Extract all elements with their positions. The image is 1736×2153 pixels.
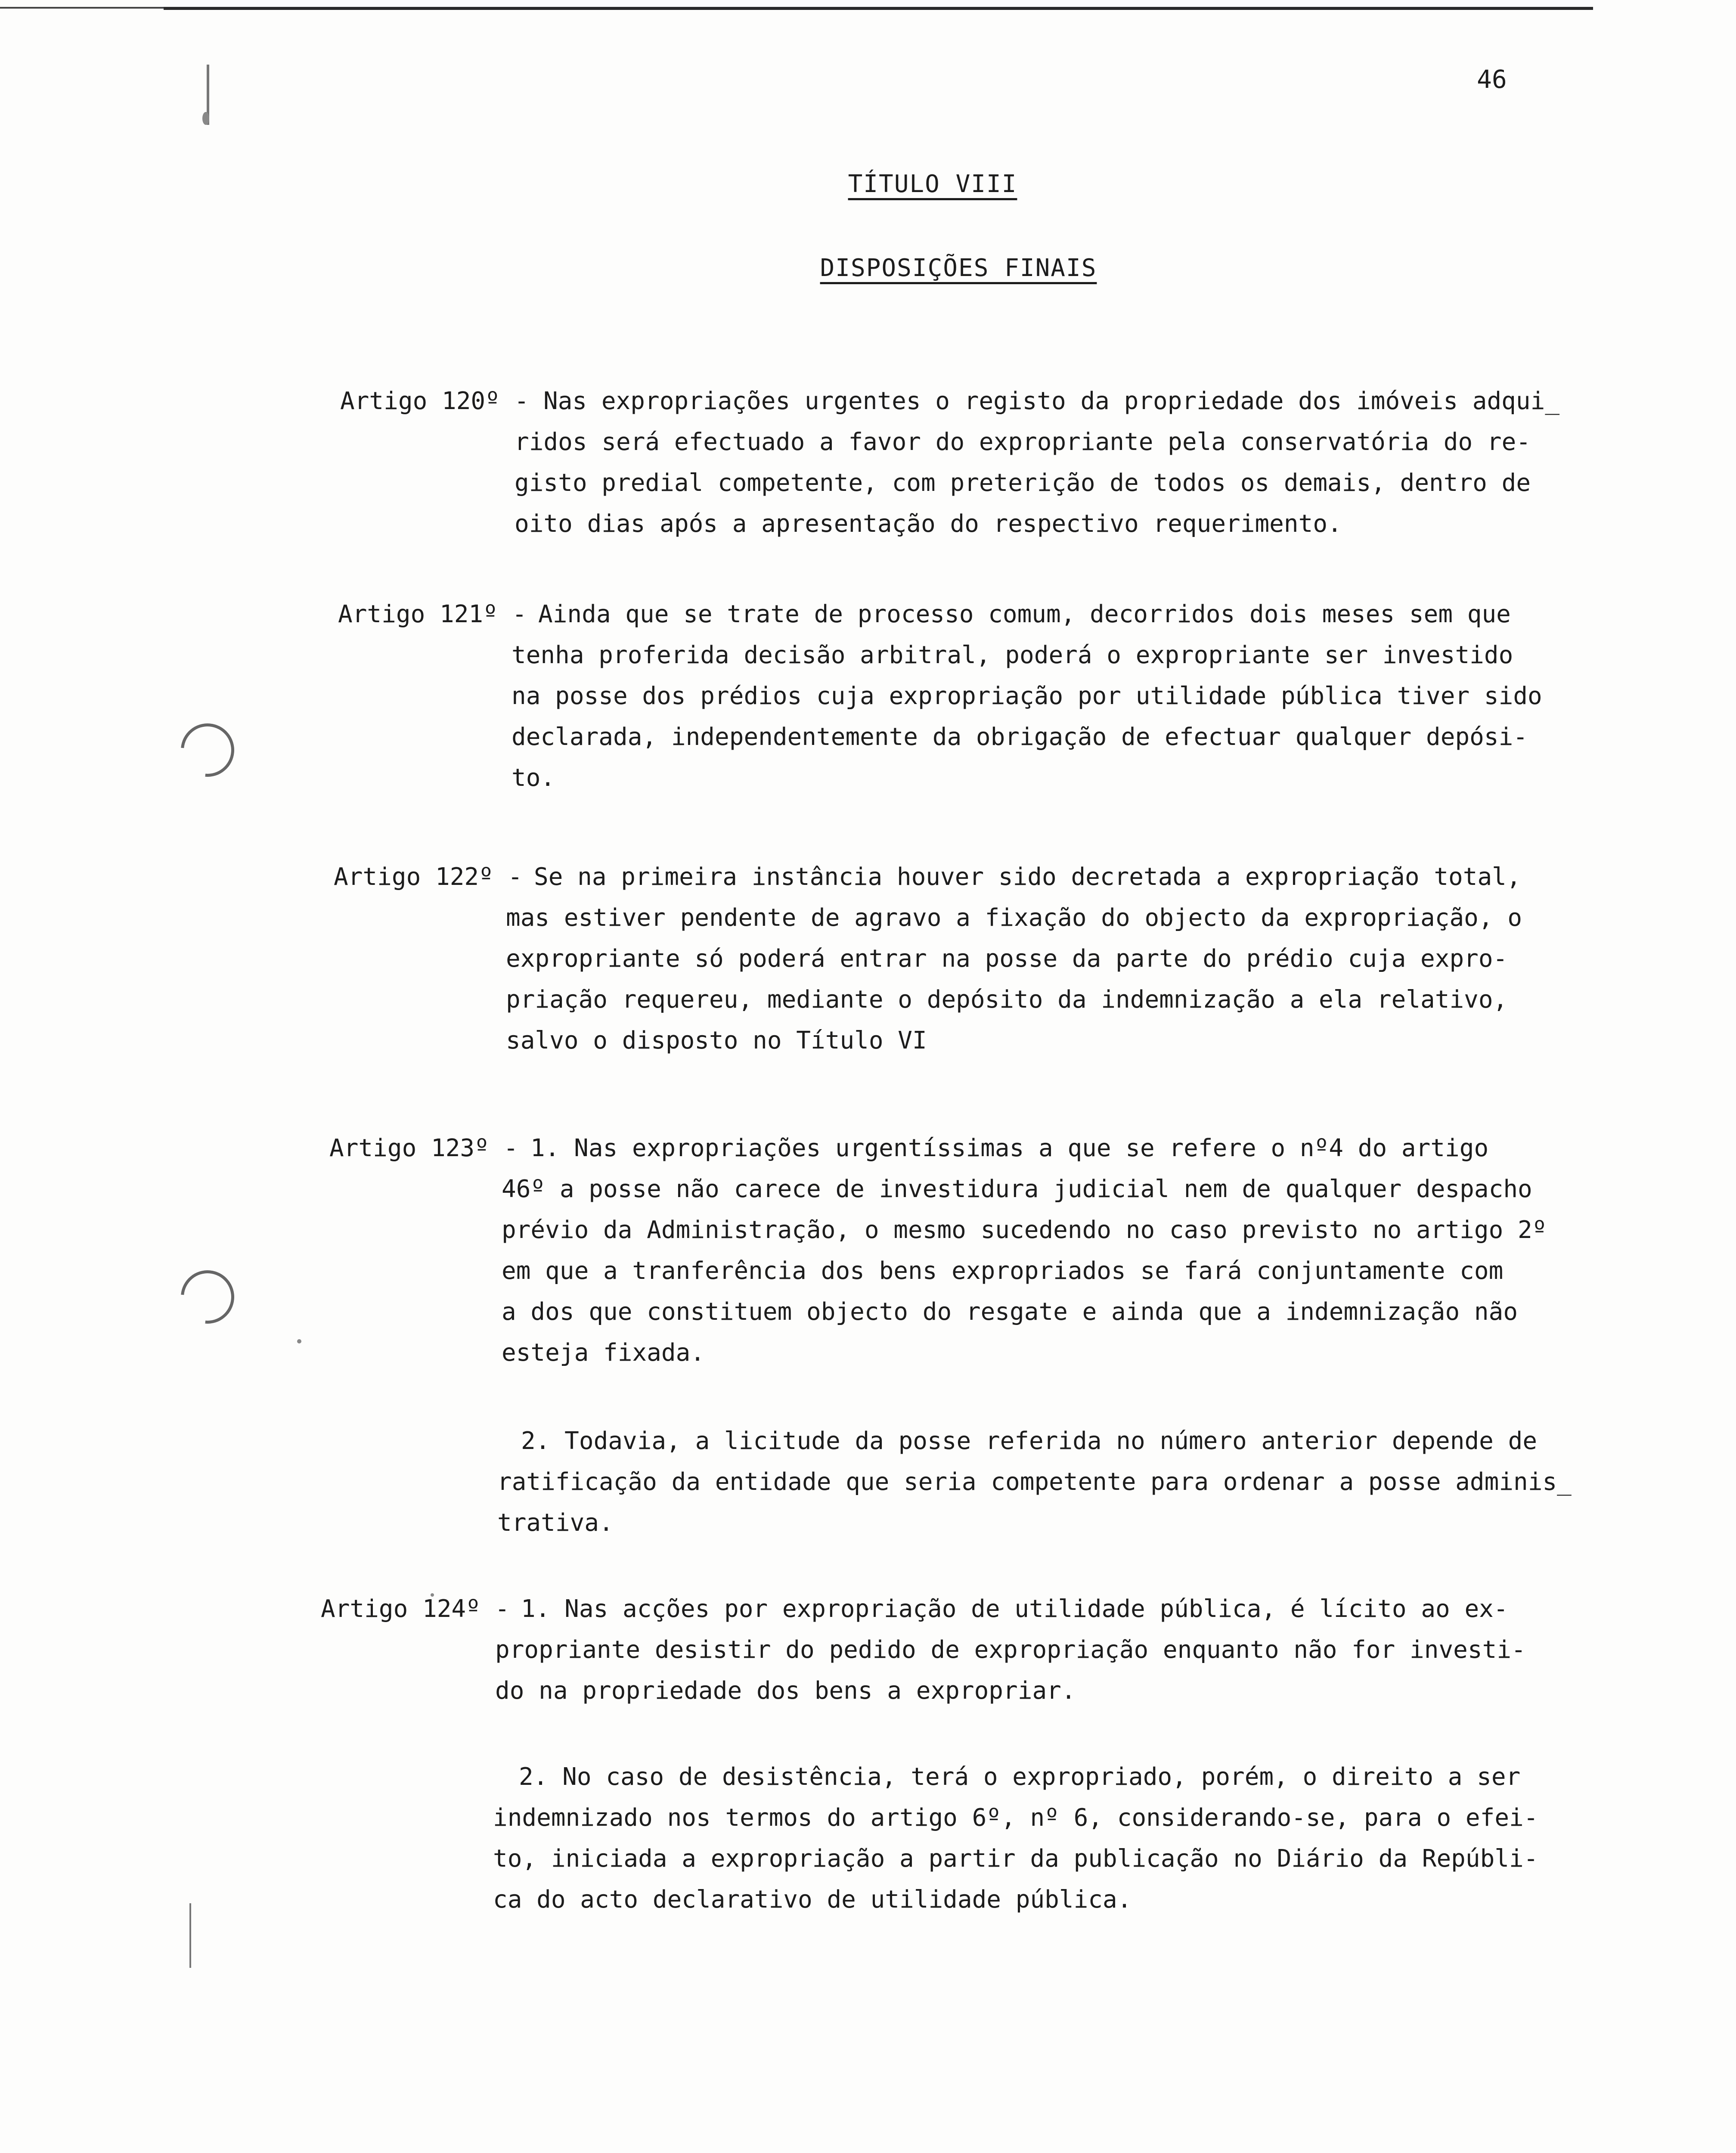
article-label: Artigo 123º -	[329, 1134, 533, 1162]
article-line: declarada, independentemente da obrigação de efectuar qualquer depósi-	[512, 723, 1528, 751]
article-line: Se na primeira instância houver sido decretada a expropriação total,	[534, 863, 1521, 891]
punch-hole-mark	[170, 1260, 245, 1335]
article-line: prévio da Administração, o mesmo sucedendo no caso previsto no artigo 2º	[502, 1216, 1547, 1244]
article-line: propriante desistir do pedido de expropriação enquanto não for investi-	[495, 1636, 1526, 1664]
article-line: 1. Nas expropriações urgentíssimas a que se refere o nº4 do artigo	[530, 1134, 1489, 1162]
article-line: 2. Todavia, a licitude da posse referida no número anterior depende de	[521, 1427, 1538, 1455]
scan-speck	[202, 112, 209, 125]
section-subtitle: DISPOSIÇÕES FINAIS	[820, 254, 1097, 282]
article-line: 1. Nas acções por expropriação de utilidade pública, é lícito ao ex-	[521, 1595, 1508, 1623]
article-line: indemnizado nos termos do artigo 6º, nº 6, considerando-se, para o efei-	[493, 1804, 1538, 1832]
scan-edge-line	[164, 7, 1593, 10]
page-number: 46	[1477, 65, 1507, 94]
article-line: ratificação da entidade que seria competente para ordenar a posse adminis_	[497, 1468, 1572, 1496]
punch-hole-mark	[170, 713, 245, 788]
article-line: em que a tranferência dos bens expropriados se fará conjuntamente com	[502, 1257, 1504, 1285]
article-label: Artigo 120º -	[340, 387, 544, 415]
article-line: a dos que constituem objecto do resgate e ainda que a indemnização não	[502, 1298, 1518, 1326]
article-line: to, iniciada a expropriação a partir da publicação no Diário da Repúbli-	[493, 1845, 1538, 1873]
scan-edge-line	[0, 7, 168, 9]
article-line: mas estiver pendente de agravo a fixação do objecto da expropriação, o	[506, 904, 1522, 932]
article-line: to.	[512, 764, 555, 792]
section-title: TÍTULO VIII	[848, 170, 1017, 198]
article-line: gisto predial competente, com preterição de todos os demais, dentro de	[515, 469, 1531, 497]
article-label: Artigo 121º -	[338, 600, 542, 628]
article-label: Artigo 122º -	[334, 863, 537, 891]
article-line: priação requereu, mediante o depósito da indemnização a ela relativo,	[506, 986, 1508, 1014]
article-line: salvo o disposto no Título VI	[506, 1027, 927, 1055]
article-line: do na propriedade dos bens a expropriar.	[495, 1677, 1076, 1705]
article-line: Ainda que se trate de processo comum, decorridos dois meses sem que	[538, 600, 1511, 628]
article-line: esteja fixada.	[502, 1339, 705, 1367]
article-line: tenha proferida decisão arbitral, poderá o expropriante ser investido	[512, 641, 1513, 669]
article-line: na posse dos prédios cuja expropriação por utilidade pública tiver sido	[512, 682, 1542, 710]
article-line: trativa.	[497, 1509, 614, 1537]
article-line: oito dias após a apresentação do respectivo requerimento.	[515, 510, 1342, 538]
article-line: ca do acto declarativo de utilidade pública.	[493, 1886, 1132, 1914]
article-line: 46º a posse não carece de investidura judicial nem de qualquer despacho	[502, 1175, 1532, 1203]
article-line: expropriante só poderá entrar na posse da parte do prédio cuja expro-	[506, 945, 1508, 973]
scan-mark	[189, 1903, 191, 1968]
article-line: ridos será efectuado a favor do expropriante pela conservatória do re-	[515, 428, 1531, 456]
article-label: Artigo 124º -	[321, 1595, 524, 1623]
article-line: 2. No caso de desistência, terá o expropriado, porém, o direito a ser	[519, 1763, 1521, 1791]
scan-speck	[297, 1339, 301, 1343]
article-line: Nas expropriações urgentes o registo da propriedade dos imóveis adqui_	[543, 387, 1560, 415]
